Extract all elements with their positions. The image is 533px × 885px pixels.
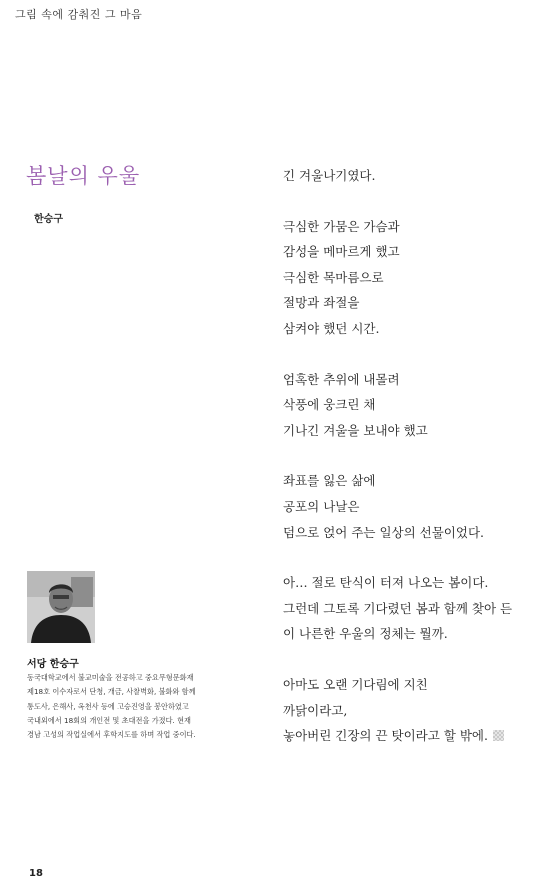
bio-line: 제18호 이수자로서 단청, 개금, 사찰벽화, 불화와 함께 xyxy=(27,687,196,697)
bio-text xyxy=(27,671,232,742)
bio-line: 통도사, 은해사, 옥천사 등에 고승진영을 봉안하였고 xyxy=(27,701,189,711)
bio-line: 동국대학교에서 불교미술을 전공하고 중요무형문화재 xyxy=(27,673,194,682)
bio-name: 서당 한승구 xyxy=(27,659,79,670)
poem-stanza xyxy=(283,163,528,189)
poem-line: 덤으로 얹어 주는 일상의 선물이었다. xyxy=(283,524,484,540)
poem-body xyxy=(283,163,528,774)
bio-line: 경남 고성의 작업실에서 후학지도를 하며 작업 중이다. xyxy=(27,730,196,740)
poem-line: 극심한 가뭄은 가슴과 xyxy=(283,218,400,234)
author-portrait-image xyxy=(27,571,95,643)
poem-line: 공포의 나날은 xyxy=(283,498,360,514)
article-title: 봄날의 우울 xyxy=(26,164,141,188)
poem-stanza xyxy=(283,214,528,342)
poem-line: 좌표를 잃은 삶에 xyxy=(283,473,376,489)
article-author: 한승구 xyxy=(34,214,63,225)
poem-line: 극심한 목마름으로 xyxy=(283,269,384,285)
bio-line: 국내외에서 18회의 개인전 및 초대전을 가졌다. 현재 xyxy=(27,715,192,725)
poem-stanza xyxy=(283,367,528,444)
poem-stanza xyxy=(283,468,528,545)
poem-stanza xyxy=(283,570,528,647)
poem-line: 감성을 메마르게 했고 xyxy=(283,244,400,260)
poem-line: 까닭이라고, xyxy=(283,702,348,718)
running-header: 그림 속에 감춰진 그 마음 xyxy=(15,8,143,21)
poem-line: 기나긴 겨울을 보내야 했고 xyxy=(283,422,428,438)
poem-line: 아마도 오랜 기다림에 지친 xyxy=(283,676,428,692)
poem-line: 엄혹한 추위에 내몰려 xyxy=(283,371,400,387)
poem-stanza xyxy=(283,672,528,749)
end-mark-icon xyxy=(493,730,504,741)
page-number: 18 xyxy=(29,868,43,879)
author-photo xyxy=(27,571,95,643)
poem-line: 긴 겨울나기였다. xyxy=(283,168,376,183)
poem-line: 그런데 그토록 기다렸던 봄과 함께 찾아 든 xyxy=(283,600,513,616)
poem-line: 이 나른한 우울의 정체는 뭘까. xyxy=(283,626,448,642)
poem-line: 아… 절로 탄식이 터져 나오는 봄이다. xyxy=(283,575,489,591)
poem-line: 삼켜야 했던 시간. xyxy=(283,320,380,336)
poem-line-text: 놓아버린 긴장의 끈 탓이라고 할 밖에. xyxy=(283,728,488,744)
poem-line: 절망과 좌절을 xyxy=(283,295,360,311)
poem-last-line xyxy=(283,723,528,749)
poem-line: 삭풍에 웅크린 채 xyxy=(283,397,376,413)
